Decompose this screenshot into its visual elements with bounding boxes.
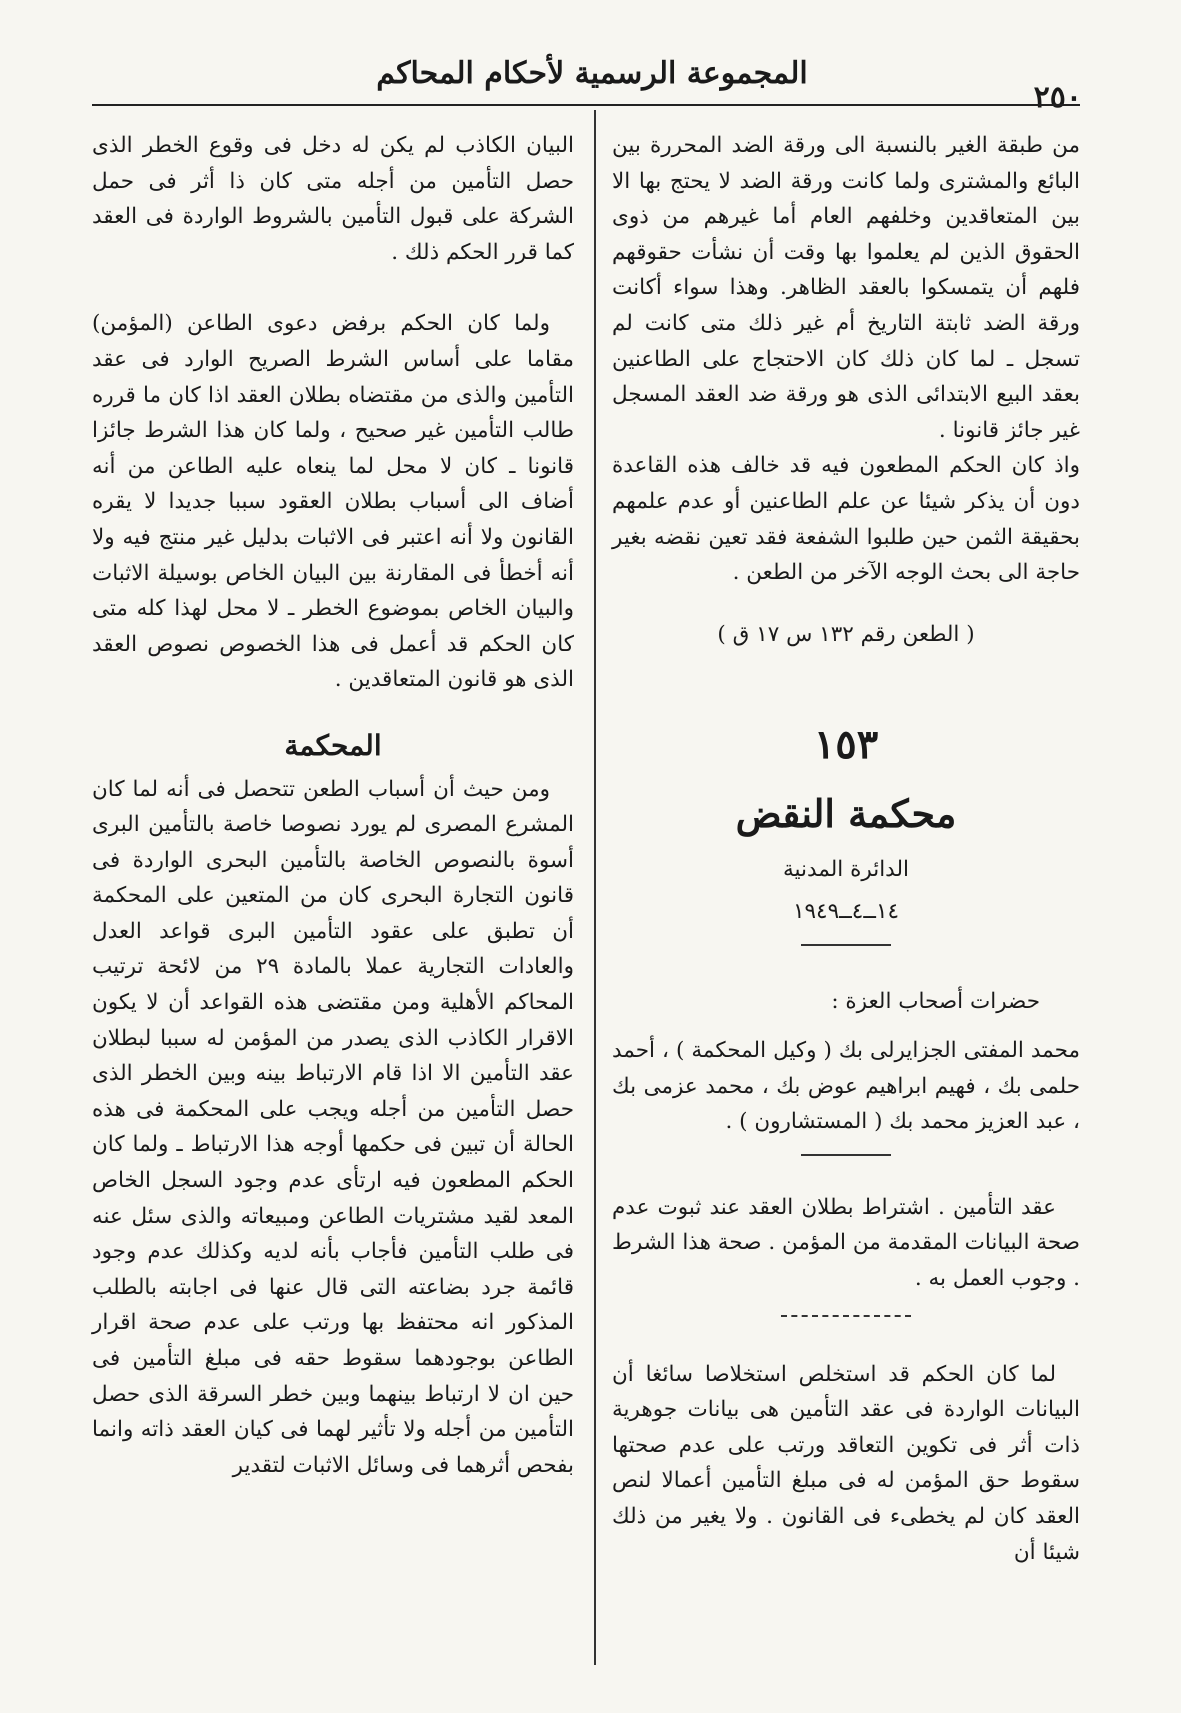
court-name: محكمة النقض — [735, 791, 957, 837]
separator-dashed-rule — [781, 1315, 911, 1317]
judges-list: محمد المفتى الجزايرلى بك ( وكيل المحكمة ) ، أحمد حلمى بك ، فهيم ابراهيم عوض بك ، محمد عزمى بك ، عبد العزيز محمد بك ( المستشارون ) . — [612, 1038, 1080, 1135]
paragraph-gap — [92, 270, 574, 306]
running-title: المجموعة الرسمية لأحكام المحاكم — [376, 56, 808, 91]
separator-rule — [801, 1154, 891, 1156]
column-divider — [594, 110, 596, 1665]
right-column — [612, 128, 1080, 1570]
paragraph: واذ كان الحكم المطعون فيه قد خالف هذه القاعدة دون أن يذكر شيئا عن علم الطاعنين أو عدم علمهم بحقيقة الثمن حين طلبوا الشفعة فقد تعين نقضه بغير حاجة الى بحث الوجه الآخر من الطعن . — [612, 453, 1080, 586]
paragraph: ومن حيث أن أسباب الطعن تتحصل فى أنه لما كان المشرع المصرى لم يورد نصوصا خاصة بالتأمين البرى أسوة بالنصوص الخاصة بالتأمين البحرى الواردة فى قانون التجارة البحرى كان من المتعين على المحكمة أن تطبق على عقود التأمين البرى قواعد العدل والعادات التجارية عملا بالمادة ٢٩ من لائحة ترتيب المحاكم الأهلية ومن مقتضى هذه القواعد أن لا يكون الاقرار الكاذب الذى يصدر من المؤمن له سببا لبطلان عقد التأمين الا اذا قام الارتباط بينه وبين الخطر الذى حصل التأمين من أجله ويجب على المحكمة فى هذه الحالة أن تبين فى حكمها أوجه هذا الارتباط ـ ولما كان الحكم المطعون فيه ارتأى عدم وجود السجل الخاص المعد لقيد مشتريات الطاعن ومبيعاته والذى سئل عنه فى طلب التأمين فأجاب بأنه لديه وكذلك عدم وجود قائمة جرد بضاعته التى قال عنها فى اجابته بالطلب المذكور انه محتفظ بها ورتب على عدم صحة اقرار الطاعن بوجودهما سقوط حقه فى مبلغ التأمين فى حين ان لا ارتباط بينهما وبين خطر السرقة الذى حصل التأمين من أجله ولا تأثير لهما فى كيان العقد ذاته وانما بفحص أثرهما فى وسائل الاثبات لتقدير — [92, 776, 575, 1478]
judges-intro: حضرات أصحاب العزة : — [831, 988, 1040, 1014]
header-rule — [92, 104, 1080, 106]
paragraph: من طبقة الغير بالنسبة الى ورقة الضد المحررة بين البائع والمشترى ولما كانت ورقة الضد لا يحتج بها الا بين المتعاقدين وخلفهم العام أما غيرهم من ذوى الحقوق الذين لم يعلموا بها وقت أن نشأت حقوقهم فلهم أن يتمسكوا بالعقد الظاهر. وهذا سواء أكانت ورقة الضد ثابتة التاريخ أم غير ذلك متى كانت لم تسجل ـ لما كان ذلك كان الاحتجاج على الطاعنين بعقد البيع الابتدائى الذى هو ورقة ضد العقد المسجل غير جائز قانونا . — [612, 133, 1080, 443]
judgment-date: ١٤ــ٤ــ١٩٤٩ — [792, 898, 900, 924]
paragraph: البيان الكاذب لم يكن له دخل فى وقوع الخطر الذى حصل التأمين من أجله متى كان ذا أثر فى حمل الشركة على قبول التأمين بالشروط الواردة فى العقد كما قرر الحكم ذلك . — [92, 133, 574, 265]
case-number: ١٥٣ — [813, 721, 879, 769]
separator-rule — [801, 944, 891, 946]
left-column — [92, 128, 574, 1483]
section-heading: المحكمة — [284, 728, 382, 762]
appeal-citation: ( الطعن رقم ١٣٢ س ١٧ ق ) — [717, 621, 975, 647]
page-header — [92, 50, 1082, 115]
circuit-name: الدائرة المدنية — [783, 857, 909, 883]
paragraph: ولما كان الحكم برفض دعوى الطاعن (المؤمن) مقاما على أساس الشرط الصريح الوارد فى عقد التأمين والذى من مقتضاه بطلان العقد اذا كان ما قرره طالب التأمين غير صحيح ، ولما كان هذا الشرط جائزا قانونا ـ كان لا محل لما ينعاه عليه الطاعن من أنه أضاف الى أسباب بطلان العقود سببا جديدا لا يقره القانون ولا أنه اعتبر فى الاثبات بدليل غير منتج فيه ولا أنه أخطأ فى المقارنة بين البيان الخاص بوسيلة الاثبات والبيان الخاص بموضوع الخطر ـ لا محل لهذا كله متى كان الحكم قد أعمل فى هذا الخصوص نصوص العقد الذى هو قانون المتعاقدين . — [92, 311, 574, 693]
page-number: ٢٥٠ — [1033, 80, 1082, 115]
case-summary: عقد التأمين . اشتراط بطلان العقد عند ثبوت عدم صحة البيانات المقدمة من المؤمن . صحة هذا الشرط . وجوب العمل به . — [612, 1194, 1080, 1292]
paragraph: لما كان الحكم قد استخلص استخلاصا سائغا أن البيانات الواردة فى عقد التأمين هى بيانات جوهرية ذات أثر فى تكوين التعاقد ورتب على عدم صحتها سقوط حق المؤمن له فى مبلغ التأمين أعمالا لنص العقد كان لم يخطىء فى القانون . ولا يغير من ذلك شيئا أن — [612, 1361, 1080, 1565]
